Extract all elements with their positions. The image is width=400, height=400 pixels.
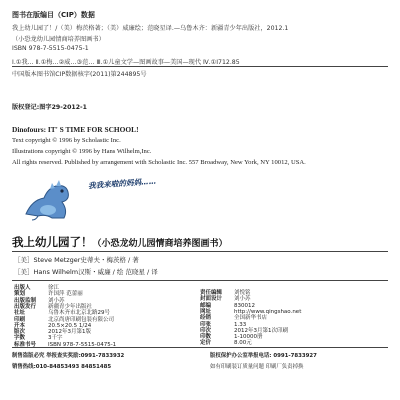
info-value: 1-10000册	[234, 334, 263, 341]
illustration-copyright: Illustrations copyright © 1996 by Hans Wilhelm,Inc.	[12, 148, 152, 155]
speech-bubble-text: 我我来啦的妈妈……	[87, 176, 157, 191]
info-value: 乌鲁木齐市北京北路29号	[48, 310, 110, 317]
info-label: 印次	[200, 327, 212, 334]
info-value: 许国萍 范蕾丽	[48, 291, 83, 298]
print-quality-notice: 如有印刷装订质量问题 印刷厂负责掉换	[210, 364, 304, 370]
dinosaur-illustration	[18, 170, 88, 222]
info-label: 版次	[14, 329, 26, 336]
cip-divider	[12, 66, 388, 67]
info-label: 定价	[200, 340, 212, 347]
info-label: 印张	[200, 321, 212, 328]
text-copyright: Text copyright © 1996 by Scholastic Inc.	[12, 137, 121, 144]
info-value: 全国新华书店	[234, 315, 268, 322]
info-label: 经销	[200, 315, 212, 322]
info-value: 3千字	[48, 335, 63, 342]
info-value: 2012年3月第1次印刷	[234, 327, 288, 334]
info-label: 邮编	[200, 302, 212, 309]
copyright-registration: 版权登记:图字29-2012-1	[12, 104, 87, 111]
info-label: 责任编辑	[200, 290, 223, 296]
info-label: 出版人	[14, 285, 31, 291]
cip-line-1: 我上幼儿园了！/（美）梅茨格著；（美）威廉绘；范晓星译.—乌鲁木齐：新疆青少年出版社，2012.1	[12, 25, 289, 32]
cip-title: 图书在版编目（CIP）数据	[12, 11, 95, 19]
cip-line-3: ISBN 978-7-5515-0475-1	[12, 45, 89, 52]
info-value: 徐江	[48, 285, 60, 291]
info-label: 字数	[14, 335, 26, 342]
sales-hotline: 销售热线:010-84853493 84851485	[12, 364, 112, 370]
info-row	[200, 338, 252, 346]
info-value: 8.00元	[234, 340, 252, 347]
copyright-office-phone: 版权保护办公室举报电话: 0991-7833927	[210, 353, 317, 359]
info-label: 开本	[14, 322, 26, 329]
info-label: 印刷	[14, 316, 26, 323]
footer-divider	[12, 347, 388, 348]
info-label: 印数	[200, 334, 212, 341]
info-value: 20.5×20.5 1/24	[48, 322, 92, 329]
book-title: 我上幼儿园了！	[12, 235, 93, 249]
info-label: 网址	[200, 308, 212, 315]
info-label: 社址	[14, 310, 26, 317]
book-series: （小恐龙幼儿园情商培养图画书）	[92, 239, 228, 249]
piracy-notice: 制售盗版必究 举报查实奖励:0991-7833932	[12, 353, 125, 359]
info-value: 2012年3月第1版	[48, 329, 91, 336]
info-label: 出版发行	[14, 303, 37, 310]
illustrator-credit: ［美］Hans Wilhelm汉斯・威廉 / 绘 范晓星 / 译	[14, 268, 158, 276]
cip-line-4: Ⅰ.①我… Ⅱ.①梅…②威…③范… Ⅲ.①儿童文学—图画故事—美国—现代 Ⅳ.①I712.85	[12, 59, 240, 66]
info-label: 出版监制	[14, 297, 37, 304]
cip-line-2: （小恐龙幼儿园情商培养图画书）	[12, 36, 105, 43]
info-value: 北京尚唐印刷包装有限公司	[48, 316, 115, 323]
info-value: 刘小苏	[48, 297, 65, 304]
credit-divider	[12, 280, 388, 281]
rights-statement: All rights reserved. Published by arrangement with Scholastic Inc. 557 Broadway, New York, NY 10012, USA.	[12, 159, 306, 166]
cip-line-5: 中国版本图书馆CIP数据核字(2011)第244895号	[12, 71, 147, 78]
info-value: 830012	[234, 302, 255, 309]
info-value: 刘小苏	[234, 296, 251, 303]
author-credit: ［美］Steve Metzger史蒂夫・梅茨格 / 著	[14, 256, 139, 264]
book-title-line	[12, 234, 228, 250]
info-value: http://www.qingshao.net	[234, 308, 302, 315]
info-value: 1.33	[234, 321, 247, 328]
english-title: Dinofours: IT' S TIME FOR SCHOOL!	[12, 125, 139, 134]
info-label: 封面设计	[200, 296, 223, 303]
info-value: 刘悦铭	[234, 290, 251, 296]
info-value: ISBN 978-7-5515-0475-1	[48, 341, 117, 348]
info-label: 策划	[14, 291, 26, 298]
info-value: 新疆青少年出版社	[48, 303, 93, 310]
info-label: 标准书号	[14, 341, 37, 348]
title-divider	[12, 251, 388, 252]
